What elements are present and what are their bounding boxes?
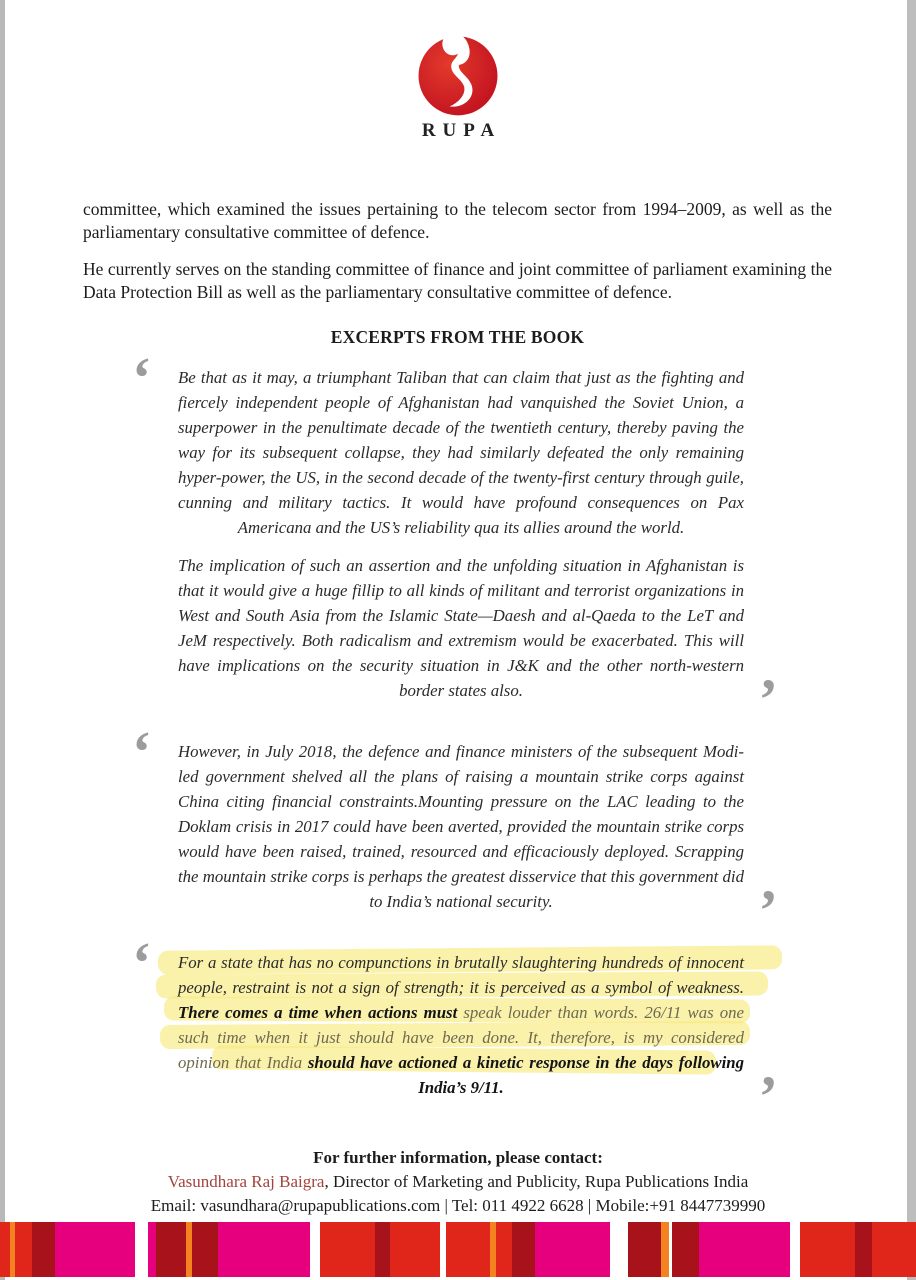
section-heading: EXCERPTS FROM THE BOOK [330,327,585,347]
color-stripe [55,1222,135,1277]
color-stripe [148,1222,156,1277]
intro-paragraph: committee, which examined the issues pertaining to the telecom sector from 1994–2009, as well as the parliamentary consultative committee of defence. [83,199,832,242]
color-stripe [610,1222,628,1277]
color-stripe [135,1222,148,1277]
footer-contact-person [0,1170,916,1194]
contact-name: Vasundhara Raj Baigra [167,1172,325,1191]
color-stripe [699,1222,790,1277]
rupa-logo-icon [416,33,500,117]
color-stripe [0,1222,10,1277]
color-stripe [790,1222,800,1277]
color-stripe [672,1222,699,1277]
color-stripe [855,1222,872,1277]
footer-contact-details: Email: vasundhara@rupapublications.com | Tel: 011 4922 6628 | Mobile:+91 8447739990 [150,1196,766,1215]
close-quote-icon: ’ [758,667,778,732]
color-stripe [800,1222,855,1277]
color-stripe [156,1222,186,1277]
quote-bold-text: should have actioned a kinetic response in the days following India’s 9/11. [307,1053,744,1097]
book-excerpt-quote-2 [132,719,778,943]
contact-title: , Director of Marketing and Publicity, Rupa Publications India [324,1172,749,1191]
close-quote-icon: ’ [758,878,778,943]
footer-heading: For further information, please contact: [313,1148,603,1167]
color-stripe [390,1222,440,1277]
color-stripe [872,1222,916,1277]
color-stripe [661,1222,669,1277]
color-stripe [310,1222,320,1277]
color-stripe [15,1222,32,1277]
book-excerpt-quote-1 [132,345,778,732]
intro-paragraph: He currently serves on the standing committee of finance and joint committee of parliament examining the Data Protection Bill as well as the parliamentary consultative committee of defence. [83,259,832,302]
color-stripe [32,1222,55,1277]
publisher-logo-block [0,0,916,142]
quote-paragraph: The implication of such an assertion and the unfolding situation in Afghanistan is that it would give a huge fillip to all kinds of militant and terrorist organizations in West and South Asia from the Islamic State—Daesh and al-Qaeda to the LeT and JeM respectively. Both radicalism and extremism would be exacerbated. This will have implications on the security situation in J&K and the other north-western border states also. [178,556,744,700]
color-stripe [535,1222,610,1277]
close-quote-icon: ’ [758,1064,778,1129]
color-stripe [512,1222,535,1277]
book-excerpt-quote-3-highlighted [132,930,778,1129]
quote-paragraph: Be that as it may, a triumphant Taliban that can claim that just as the fighting and fiercely independent people of Afghanistan had vanquished the Soviet Union, a superpower in the penultimate decade of the twentieth century, thereby paving the way for its subsequent collapse, they had similarly defeated the only remaining hyper-power, the US, in the second decade of the twenty-first century through guile, cunning and military tactics. It would have profound consequences on Pax Americana and the US’s reliability qua its allies around the world. [178,368,744,537]
color-stripe [446,1222,490,1277]
open-quote-icon: ‘ [132,345,152,410]
open-quote-icon: ‘ [132,930,152,995]
color-stripe [628,1222,661,1277]
contact-footer [0,1146,916,1218]
decorative-color-bar [0,1222,916,1277]
quote-text: For a state that has no compunctions in brutally slaughtering hundreds of innocent people, restraint is not a sign of strength; it is perceived as a symbol of weakness. [178,953,744,997]
quote-paragraph [178,950,744,1100]
color-stripe [375,1222,390,1277]
quote-bold-text: There comes a time when actions must [178,1003,464,1022]
color-stripe [218,1222,310,1277]
color-stripe [320,1222,375,1277]
open-quote-icon: ‘ [132,719,152,784]
brand-name: RUPA [421,120,502,141]
quote-text: speak louder than words. 26/11 was one such time when it just should have been done. It, therefore, is my considered opinion that India [178,1003,744,1072]
color-stripe [496,1222,512,1277]
quote-paragraph: However, in July 2018, the defence and finance ministers of the subsequent Modi-led government shelved all the plans of raising a mountain strike corps against China citing financial constraints.Mounting pressure on the LAC leading to the Doklam crisis in 2017 could have been averted, provided the mountain strike corps would have been raised, trained, resourced and efficaciously deployed. Scrapping the mountain strike corps is perhaps the greatest disservice that this government did to India’s national security. [178,742,744,911]
document-body [0,198,916,1129]
color-stripe [192,1222,218,1277]
